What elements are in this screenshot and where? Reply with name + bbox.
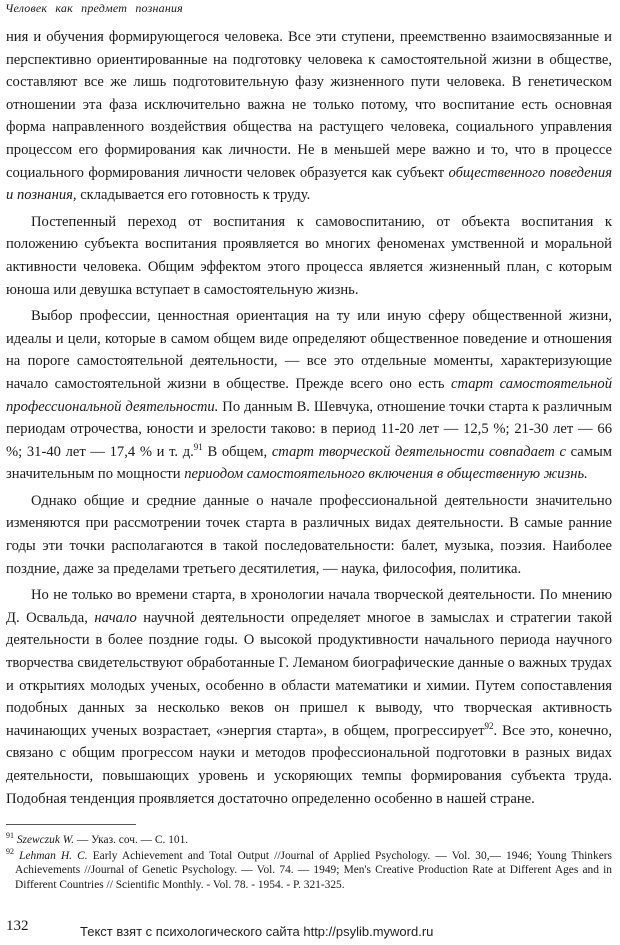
italic-text: периодом самостоятельного включения в общественную жизнь.	[184, 466, 588, 483]
text-run: Постепенный переход от воспитания к самовоспитанию, от объекта воспитания к положению субъекта воспитания проявляется во многих феноменах умственной и моральной активности человека. Общим эффектом этого процесса является жизненный план, с которым юноша или девушка вступает в самостоятельную жизнь.	[6, 213, 612, 298]
italic-text: старт творческой деятельности совпадает с	[271, 443, 566, 460]
text-run: ния и обучения формирующегося человека. Все эти ступени, преемственно взаимосвязанные и перспективно ориентированные на подготовку человека к самостоятельной жизни в обществе, составляют все же лишь подготовительную фазу жизненного пути человека. В генетическом отношении эта фаза исключительно важна не только потому, что воспитание есть основная форма направленного воздействия общества на растущего человека, социального управления процессом его формирования как личности. Не в меньшей мере важно и то, что в процессе социального формирования личности человек образуется как субъект	[6, 29, 612, 181]
body-text	[6, 26, 612, 814]
text-run: По данным В. Шевчука, отношение точки старта к различным периодам отрочества, юности и зрелости таково: в период 11-20 лет — 12,5 %; 21-30 лет — 66 %; 31-40 лет — 17,4 % и т. д.	[6, 398, 612, 460]
text-run: Но не только во времени старта, в хронологии начала творческой деятельности. По мнению Д. Освальда,	[6, 587, 612, 626]
footnote-number: 92	[6, 847, 14, 857]
text-run: научной деятельности определяет многое в замыслах и стратегии такой деятельности в более поздние годы. О высокой продуктивности начального периода научного творчества свидетельствуют обработанные Г. Леманом биографические данные о важных трудах и открытиях молодых ученых, особенно в области математики и химии. Путем сопоставления подобных данных за несколько веков он пришел к выводу, что творческая активность начинающих ученых возрастает, «энергия старта», в общем, прогрессирует	[6, 609, 613, 739]
running-head: Человек как предмет познания	[5, 1, 183, 15]
italic-text: начало	[94, 609, 137, 626]
footnote-ref: 91	[193, 441, 203, 452]
footnote-divider	[6, 824, 136, 825]
footnote-ref: 92	[484, 720, 494, 731]
paragraph	[6, 490, 612, 580]
italic-text: общественного поведения и познания,	[6, 164, 612, 204]
footnote	[6, 833, 612, 847]
text-run: Early Achievement and Total Output //Journal of Applied Psychology. — Vol. 30,— 1946; Young Thinkers Achievements //Journal of Genetic Psychology. — Vol. 74. — 1949; Men's Creative Production Rate at Different Ages and in Different Countries // Scientific Monthly. - Vol. 78. - 1954. - P. 321-325.	[15, 850, 612, 891]
text-run: Однако общие и средние данные о начале профессиональной деятельности значительно изменяются при рассмотрении точек старта в различных видах деятельности. В самые ранние годы эти точки располагаются в такой последовательности: балет, музыка, поэзия. Наиболее поздние, даже за пределами третьего десятилетия, — наука, философия, политика.	[6, 492, 612, 577]
text-run: — Указ. соч. — С. 101.	[74, 834, 189, 846]
paragraph	[6, 305, 612, 486]
italic-text: старт самостоятельной профессиональной деятельности.	[6, 375, 612, 415]
text-run: самым значительным по мощности	[6, 443, 613, 483]
footnote	[6, 849, 612, 892]
page-number: 132	[6, 918, 29, 934]
italic-text: Lehman H. C.	[19, 850, 88, 863]
text-run: . Все это, конечно, связано с общим прогрессом науки и методов профессиональной подготовки в разных видах деятельности, повышающих уровень и ускоряющих темпы формирования субъекта труда. Подобная тенденция проявляется достаточно определенно особенно в нашей стране.	[6, 722, 612, 807]
italic-text: Szewczuk W.	[16, 834, 75, 846]
source-note: Текст взят с психологического сайта http://psylib.myword.ru	[80, 924, 434, 939]
footnote-number: 91	[6, 831, 14, 841]
text-run: Выбор профессии, ценностная ориентация на ту или иную сферу общественной жизни, идеалы и цели, которые в самом общем виде определяют общественное поведение и отношения на пороге самостоятельной деятельности, — все это отдельные моменты, характеризующие начало самостоятельной жизни в обществе. Прежде всего оно есть	[6, 308, 612, 392]
paragraph	[6, 211, 612, 301]
footnotes	[6, 833, 612, 894]
paragraph	[6, 584, 612, 810]
paragraph	[6, 26, 612, 207]
text-run: В общем,	[202, 443, 272, 460]
text-run: складывается его готовность к труду.	[76, 187, 311, 204]
